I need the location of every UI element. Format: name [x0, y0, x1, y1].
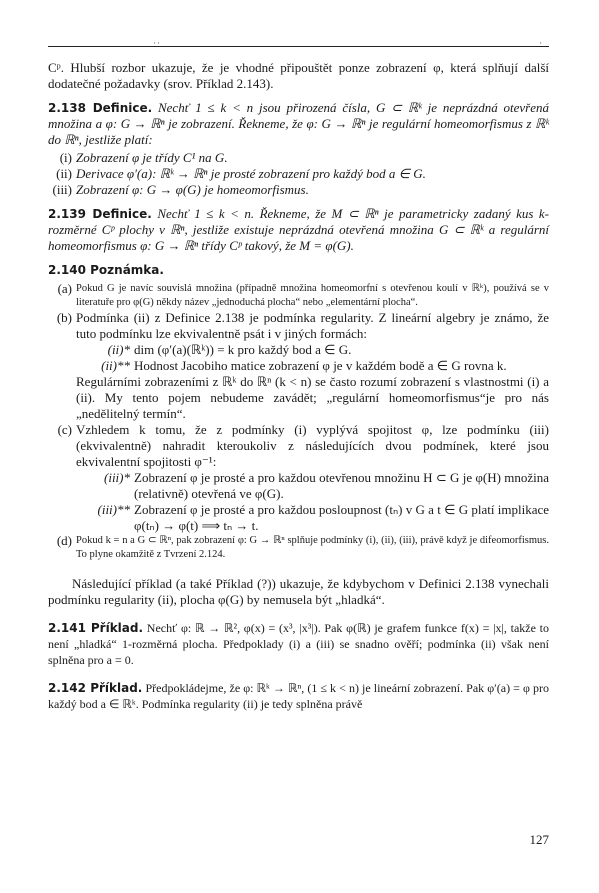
definition-conditions	[48, 150, 549, 198]
page-number: 127	[529, 832, 549, 847]
example-text: Předpokládejme, že φ: ℝᵏ → ℝⁿ, (1 ≤ k < n) je lineární zobrazení. Pak φ′(a) = φ pro každý bod a ∈ ℝᵏ. Podmínka regularity (ii) je tedy splněna právě	[48, 681, 550, 711]
item-label: (ii)*	[107, 342, 130, 357]
example-text: Nechť φ: ℝ → ℝ², φ(x) = (x³, |x³|). Pak φ(ℝ) je grafem funkce f(x) = |x|, takže to není „hladká“ 1-rozměrná plocha. Předpoklady (i) a (iii) se snadno ověří; podmínka (ii) však není splněna pro a = 0.	[48, 621, 550, 667]
item-label: (c)	[57, 422, 72, 437]
header-mark-right: '	[540, 42, 542, 49]
definition-2-138	[48, 100, 549, 198]
section-label: 2.142 Příklad.	[48, 681, 143, 695]
list-item	[76, 358, 549, 374]
definition-text: Nechť 1 ≤ k < n. Řekneme, že M ⊂ ℝⁿ je parametricky zadaný kus k-rozměrné Cᵖ plochy v ℝⁿ, jestliže existuje neprázdná otevřená množina G ⊂ ℝᵏ a regulární homeomorfismus φ: G → ℝⁿ třídy Cᵖ takový, že M = φ(G).	[48, 206, 549, 253]
item-label: (ii)**	[101, 358, 130, 373]
item-label: (i)	[59, 150, 72, 165]
section-label: 2.138 Definice.	[48, 101, 153, 115]
item-label: (iii)	[52, 182, 72, 197]
item-label: (b)	[56, 310, 72, 325]
item-label: (iii)**	[97, 502, 130, 517]
item-text: Pokud k = n a G ⊂ ℝⁿ, pak zobrazení φ: G → ℝⁿ splňuje podmínky (i), (ii), (iii), právě když je difeomorfismus. To plyne okamžitě z Tvrzení 2.124.	[76, 535, 549, 560]
item-label: (iii)*	[104, 470, 130, 485]
item-text: Zobrazení φ je třídy C¹ na G.	[76, 150, 228, 165]
list-item	[76, 342, 549, 358]
item-label: (a)	[57, 281, 72, 296]
item-text: Hodnost Jacobiho matice zobrazení φ je v každém bodě a ∈ G rovna k.	[134, 358, 507, 373]
list-item	[48, 166, 549, 182]
intro-paragraph: Cᵖ. Hlubší rozbor ukazuje, že je vhodné připouštět ponze zobrazení φ, která splňují další dodatečné požadavky (srov. Příklad 2.143).	[48, 60, 549, 91]
header-rule	[48, 46, 549, 47]
remark-item-b	[48, 310, 549, 422]
list-item	[76, 470, 549, 502]
item-text: dim (φ′(a)(ℝᵏ)) = k pro každý bod a ∈ G.	[134, 342, 352, 357]
item-text: Zobrazení φ je prosté a pro každou otevřenou množinu H ⊂ G je φ(H) množina (relativně) otevřená ve φ(G).	[134, 470, 549, 501]
list-item	[48, 150, 549, 166]
item-text-tail: Regulárními zobrazeními z ℝᵏ do ℝⁿ (k < n) se často rozumí zobrazení s vlastnostmi (i) a (ii). My tento pojem nebudeme zavádět; „regulární homeomorfismus“je pro nás „nedělitelný termín“.	[76, 374, 549, 421]
section-label: 2.139 Definice.	[48, 207, 152, 221]
item-text: Vzhledem k tomu, že z podmínky (i) vyplývá spojitost φ, lze podmínku (iii) (ekvivalentně) nahradit kteroukoliv z následujících dvou podmínek, které jsou ekvivalentní spojitosti φ⁻¹:	[76, 422, 549, 469]
example-2-142	[48, 680, 549, 712]
remark-item-a	[48, 282, 549, 310]
list-item	[76, 502, 549, 534]
page-content	[48, 60, 549, 712]
item-text: Pokud G je navíc souvislá množina (případně množina homeomorfní s otevřenou koulí v ℝᵏ), používá se v literatuře pro φ(G) někdy název „jednoduchá plocha“ nebo „elementární plocha“.	[76, 283, 549, 308]
remark-2-140	[48, 262, 549, 562]
list-item	[48, 182, 549, 198]
section-label: 2.141 Příklad.	[48, 621, 144, 635]
item-label: (d)	[56, 533, 72, 548]
definition-2-139	[48, 206, 549, 254]
item-text: Zobrazení φ je prosté a pro každou posloupnost (tₙ) v G a t ∈ G platí implikace φ(tₙ) → φ(t) ⟹ tₙ → t.	[134, 502, 549, 533]
example-2-141	[48, 620, 549, 668]
section-label: 2.140 Poznámka.	[48, 263, 164, 277]
item-text: Derivace φ′(a): ℝᵏ → ℝⁿ je prosté zobrazení pro každý bod a ∈ G.	[76, 166, 426, 181]
definition-text: Nechť 1 ≤ k < n jsou přirozená čísla, G ⊂ ℝᵏ je neprázdná otevřená množina a φ: G → ℝⁿ je zobrazení. Řekneme, že φ: G → ℝⁿ je regulární homeomorfismus z ℝᵏ do ℝⁿ, jestliže platí:	[48, 100, 549, 147]
item-text: Podmínka (ii) z Definice 2.138 je podmínka regularity. Z lineární algebry je známo, že tuto podmínku lze ekvivalentně psát i v jiných formách:	[76, 310, 549, 341]
header-mark-left: ' '	[154, 42, 160, 49]
item-label: (ii)	[56, 166, 72, 181]
paragraph-after-remark: Následující příklad (a také Příklad (?)) ukazuje, že kdybychom v Definici 2.138 vynechali podmínku regularity (ii), plocha φ(G) by nemusela být „hladká“.	[48, 576, 549, 607]
remark-item-d	[48, 534, 549, 562]
item-text: Zobrazení φ: G → φ(G) je homeomorfismus.	[76, 182, 309, 197]
remark-item-c	[48, 422, 549, 534]
